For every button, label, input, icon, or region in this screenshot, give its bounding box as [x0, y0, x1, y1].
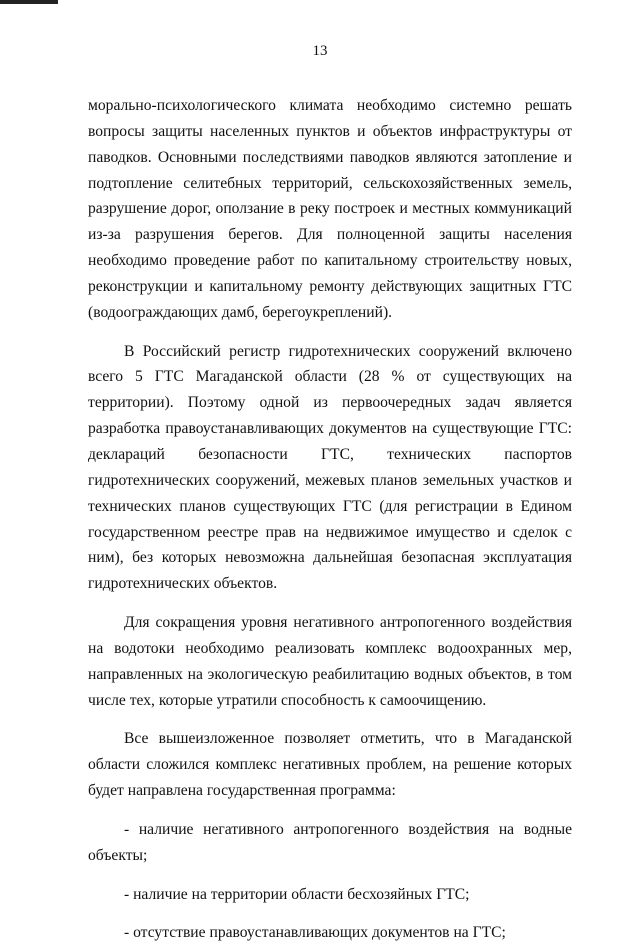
paragraph-register: В Российский регистр гидротехнических сооружений включено всего 5 ГТС Магаданской области (28 % от существующих на территории). Поэтому одной из первоочередных задач является разработка правоустанавливающих документов на существующие ГТС: деклараций безопасности ГТС, технических паспортов гидротехнических сооружений, межевых планов земельных участков и технических планов существующих ГТС (для регистрации в Едином государственном реестре прав на недвижимое имущество и сделок с ним), без которых невозможна дальнейшая безопасная эксплуатация гидротехнических объектов.	[88, 342, 572, 593]
list-item-missing-documents: - отсутствие правоустанавливающих документов на ГТС;	[124, 924, 506, 942]
scan-edge-mark	[0, 0, 58, 4]
list-item-ownerless-gts: - наличие на территории области бесхозяйных ГТС;	[124, 885, 470, 903]
document-body	[88, 93, 572, 946]
paragraph-program-intro: Все вышеизложенное позволяет отметить, что в Магаданской области сложился комплекс негативных проблем, на решение которых будет направлена государственная программа:	[88, 730, 572, 800]
paragraph-continuation: морально-психологического климата необходимо системно решать вопросы защиты населенных пунктов и объектов инфраструктуры от паводков. Основными последствиями паводков являются затопление и подтопление селитебных территорий, сельскохозяйственных земель, разрушение дорог, оползание в реку построек и местных коммуникаций из-за разрушения берегов. Для полноценной защиты населения необходимо проведение работ по капитальному строительству новых, реконструкции и капитальному ремонту действующих защитных ГТС (водоограждающих дамб, берегоукреплений).	[88, 97, 572, 321]
page-number: 13	[312, 43, 328, 59]
list-item-anthropogenic-impact: - наличие негативного антропогенного воздействия на водные объекты;	[88, 820, 572, 864]
paragraph-water-protection: Для сокращения уровня негативного антропогенного воздействия на водотоки необходимо реализовать комплекс водоохранных мер, направленных на экологическую реабилитацию водных объектов, в том числе тех, которые утратили способность к самоочищению.	[88, 614, 572, 709]
